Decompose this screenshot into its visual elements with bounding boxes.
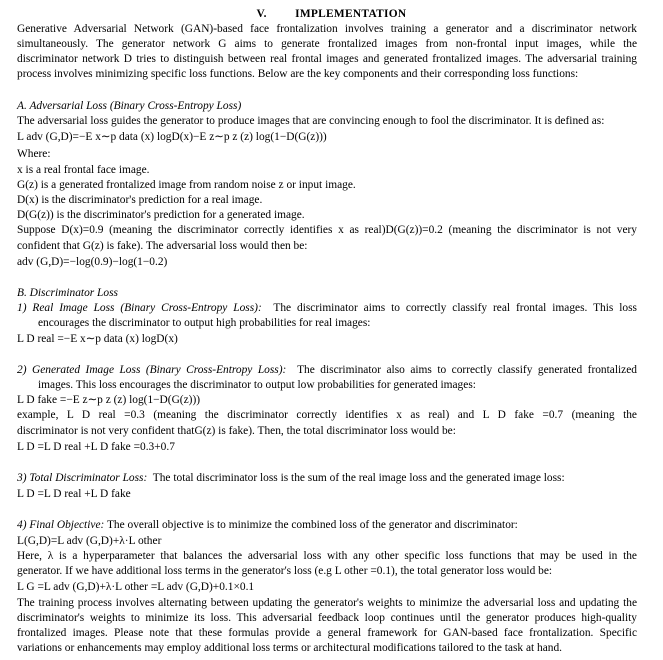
adversarial-loss-formula: L adv (G,D)=−E x∼p data (x) logD(x)−E z∼p z (z) log(1−D(G(z))) [17, 131, 327, 143]
section-title: IMPLEMENTATION [295, 8, 407, 20]
definition-item: D(x) is the discriminator's prediction for a real image. [17, 194, 263, 206]
definition-item: D(G(z)) is the discriminator's prediction for a generated image. [17, 209, 305, 221]
real-image-loss-label: 1) Real Image Loss (Binary Cross-Entropy Loss): [17, 302, 262, 314]
final-objective-formula: L(G,D)=L adv (G,D)+λ·L other [17, 535, 162, 547]
section-number: V. [256, 8, 267, 20]
generator-loss-formula: L G =L adv (G,D)+λ·L other =L adv (G,D)+0.1×0.1 [17, 581, 255, 593]
closing-line: variations or enhancements may employ additional loss terms or architectural modifications tailored to the task at hand. [17, 642, 563, 654]
closing-line: discriminator's weights to minimize its loss. This adversarial feedback loop continues until the generator produces high-quality [17, 612, 637, 624]
real-image-loss-formula: L D real =−E x∼p data (x) logD(x) [17, 333, 178, 345]
example-line: discriminator is not very confident thatG(z) is fake). Then, the total discriminator loss would be: [17, 425, 456, 437]
intro-line: Generative Adversarial Network (GAN)-based face frontalization involves training a generator and a discriminator network [17, 23, 637, 35]
total-discriminator-loss-text: The total discriminator loss is the sum of the real image loss and the generated image loss: [152, 472, 565, 484]
closing-line: The training process involves alternating between updating the generator's weights to minimize the adversarial loss and updating the [17, 597, 637, 609]
generated-image-loss-text2: images. This loss encourages the discriminator to output low probabilities for generated images: [38, 379, 476, 391]
total-discriminator-loss-formula: L D =L D real +L D fake [17, 488, 131, 500]
adversarial-result-formula: adv (G,D)=−log(0.9)−log(1−0.2) [17, 256, 168, 268]
real-image-loss-text2: encourages the discriminator to output high probabilities for real images: [38, 317, 371, 329]
generated-image-loss-line [17, 363, 637, 378]
section-heading [0, 7, 663, 22]
intro-line: discriminator network D tries to distinguish between real frontal images and generated frontalized images. The adversarial training [17, 53, 637, 65]
intro-line: simultaneously. The generator network G aims to generate frontalized images from non-frontal input images, while the [17, 38, 637, 50]
intro-line: process involves minimizing specific loss functions. Below are the key components and their corresponding loss functions: [17, 68, 579, 80]
final-objective-label: 4) Final Objective: [17, 519, 105, 531]
example-line: example, L D real =0.3 (meaning the discriminator correctly identifies x as real) and L D fake =0.7 (meaning the [17, 409, 637, 421]
hyperparameter-line: generator. If we have additional loss terms in the generator's loss (e.g L other =0.1), the total generator loss would be: [17, 565, 553, 577]
where-label: Where: [17, 148, 51, 160]
example-line: Suppose D(x)=0.9 (meaning the discriminator correctly identifies x as real)D(G(z))=0.2 (meaning the discriminator is not very [17, 224, 637, 236]
generated-image-loss-text: The discriminator also aims to correctly classify generated frontalized [297, 364, 637, 376]
definition-item: x is a real frontal face image. [17, 164, 150, 176]
final-objective-text: The overall objective is to minimize the combined loss of the generator and discriminator: [106, 519, 518, 531]
adversarial-description: The adversarial loss guides the generator to produce images that are convincing enough to fool the discriminator. It is defined as: [17, 115, 605, 127]
closing-line: frontalized images. Please note that these formulas provide a general framework for GAN-based face frontalization. Specific [17, 627, 637, 639]
total-discriminator-loss-label: 3) Total Discriminator Loss: [17, 472, 148, 484]
discriminator-total-formula: L D =L D real +L D fake =0.3+0.7 [17, 441, 175, 453]
hyperparameter-line: Here, λ is a hyperparameter that balances the adversarial loss with any other specific loss functions that may be used in the [17, 550, 637, 562]
subsection-heading-discriminator: B. Discriminator Loss [17, 287, 118, 299]
final-objective-line [17, 518, 637, 533]
definition-item: G(z) is a generated frontalized image from random noise z or input image. [17, 179, 356, 191]
generated-image-loss-label: 2) Generated Image Loss (Binary Cross-Entropy Loss): [17, 364, 287, 376]
real-image-loss-line [17, 301, 637, 316]
real-image-loss-text: The discriminator aims to correctly classify real frontal images. This loss [273, 302, 637, 314]
generated-image-loss-formula: L D fake =−E z∼p z (z) log(1−D(G(z))) [17, 394, 201, 406]
total-discriminator-loss-line [17, 471, 637, 486]
example-line: confident that G(z) is fake). The adversarial loss would then be: [17, 240, 308, 252]
subsection-heading-adversarial: A. Adversarial Loss (Binary Cross-Entropy Loss) [17, 100, 242, 112]
